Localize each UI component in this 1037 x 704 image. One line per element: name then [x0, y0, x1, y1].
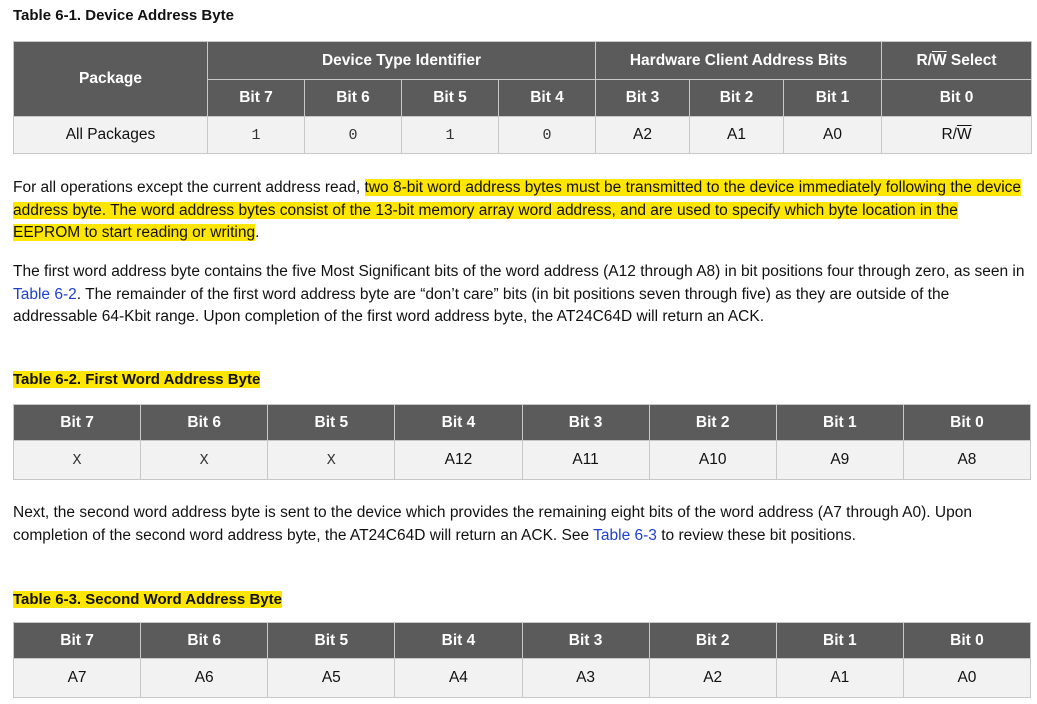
- bit-header: Bit 4: [499, 80, 596, 117]
- bit-value: A2: [596, 117, 690, 154]
- rw-value-prefix: R/: [941, 126, 957, 143]
- bit-value: A1: [690, 117, 784, 154]
- paragraph-text: For all operations except the current address read,: [13, 179, 365, 196]
- rw-select-prefix: R/: [916, 51, 932, 69]
- bit-value: 0: [499, 117, 596, 154]
- paragraph-text: The first word address byte contains the five Most Significant bits of the word address (A12 through A8) in bit positions four through zero, as seen in: [13, 263, 1025, 280]
- bit-value: X: [14, 441, 141, 480]
- table-6-3-link[interactable]: Table 6-3: [593, 526, 657, 544]
- paragraph-text: . The remainder of the first word address byte are “don’t care” bits (in bit positions seven through five) as they are outside of the addressable 64-Kbit range. Upon completion of the first word address byte, the AT24C64D will return an ACK.: [13, 285, 950, 325]
- paragraph-first-word-address: [13, 261, 1025, 329]
- bit-value: A12: [395, 441, 522, 480]
- bit-header: Bit 0: [882, 80, 1032, 117]
- bit-header: Bit 6: [305, 80, 402, 117]
- device-type-identifier-header: Device Type Identifier: [208, 42, 596, 80]
- bit-value: 0: [305, 117, 402, 154]
- device-address-byte-table: [13, 41, 1032, 154]
- bit-header: Bit 6: [141, 405, 268, 441]
- highlighted-text: two 8-bit word address bytes must be transmitted to the device immediately following the device address byte. The word address bytes consist of the 13-bit memory array word address, and are used to specify which byte location in the EEPROM to start reading or writing: [13, 179, 1022, 241]
- rw-select-suffix: Select: [946, 51, 997, 69]
- bit-header: Bit 0: [903, 623, 1030, 659]
- rw-value-overline-w: $\overline{W}$: [956, 126, 972, 143]
- bit-value: A7: [14, 659, 141, 698]
- bit-header: Bit 1: [784, 80, 882, 117]
- bit-value: A3: [522, 659, 649, 698]
- bit-value: X: [141, 441, 268, 480]
- bit-header: Bit 7: [14, 405, 141, 441]
- bit-header: Bit 3: [522, 405, 649, 441]
- package-header: Package: [14, 42, 208, 117]
- bit-header: Bit 5: [268, 623, 395, 659]
- second-word-address-byte-table: [13, 622, 1031, 698]
- bit-header: Bit 1: [776, 623, 903, 659]
- bit-header: Bit 7: [14, 623, 141, 659]
- rw-select-header: [882, 42, 1032, 80]
- first-word-address-byte-table: [13, 404, 1031, 480]
- table-6-2-caption: [13, 370, 260, 390]
- hardware-client-address-bits-header: Hardware Client Address Bits: [596, 42, 882, 80]
- bit-header: Bit 3: [522, 623, 649, 659]
- bit-value: A4: [395, 659, 522, 698]
- table-row: [14, 441, 1031, 480]
- bit-header: Bit 5: [268, 405, 395, 441]
- bit-header: Bit 2: [649, 405, 776, 441]
- table-row: [14, 659, 1031, 698]
- rw-value: [882, 117, 1032, 154]
- bit-value: 1: [208, 117, 305, 154]
- bit-value: A11: [522, 441, 649, 480]
- bit-value: 1: [402, 117, 499, 154]
- bit-value: A1: [776, 659, 903, 698]
- table-6-2-link[interactable]: Table 6-2: [13, 285, 77, 303]
- paragraph-text: Next, the second word address byte is sent to the device which provides the remaining eight bits of the word address (A7 through A0). Upon completion of the second word address byte, the AT24C64D will return an ACK. See: [13, 504, 972, 544]
- row-label: All Packages: [14, 117, 208, 154]
- bit-header: Bit 5: [402, 80, 499, 117]
- highlighted-caption: Table 6-3. Second Word Address Byte: [13, 591, 282, 608]
- paragraph-second-word-address: [13, 502, 1025, 547]
- bit-header: Bit 6: [141, 623, 268, 659]
- bit-header: Bit 7: [208, 80, 305, 117]
- bit-value: A0: [784, 117, 882, 154]
- bit-header: Bit 1: [776, 405, 903, 441]
- paragraph-word-address-intro: [13, 177, 1025, 245]
- table-6-3-caption: [13, 590, 282, 610]
- bit-value: A10: [649, 441, 776, 480]
- bit-header: Bit 2: [690, 80, 784, 117]
- paragraph-text: to review these bit positions.: [656, 526, 856, 544]
- bit-value: A5: [268, 659, 395, 698]
- bit-header: Bit 0: [903, 405, 1030, 441]
- bit-header: Bit 4: [395, 405, 522, 441]
- table-row: [14, 117, 1032, 154]
- bit-value: X: [268, 441, 395, 480]
- paragraph-text: .: [255, 224, 260, 241]
- bit-header: Bit 4: [395, 623, 522, 659]
- bit-value: A6: [141, 659, 268, 698]
- bit-header: Bit 3: [596, 80, 690, 117]
- bit-value: A9: [776, 441, 903, 480]
- table-6-1-caption: Table 6-1. Device Address Byte: [13, 7, 234, 24]
- highlighted-caption: Table 6-2. First Word Address Byte: [13, 371, 261, 388]
- bit-value: A8: [903, 441, 1030, 480]
- rw-select-overline-w: $\overline{W}$: [931, 51, 947, 69]
- bit-value: A2: [649, 659, 776, 698]
- bit-header: Bit 2: [649, 623, 776, 659]
- bit-value: A0: [903, 659, 1030, 698]
